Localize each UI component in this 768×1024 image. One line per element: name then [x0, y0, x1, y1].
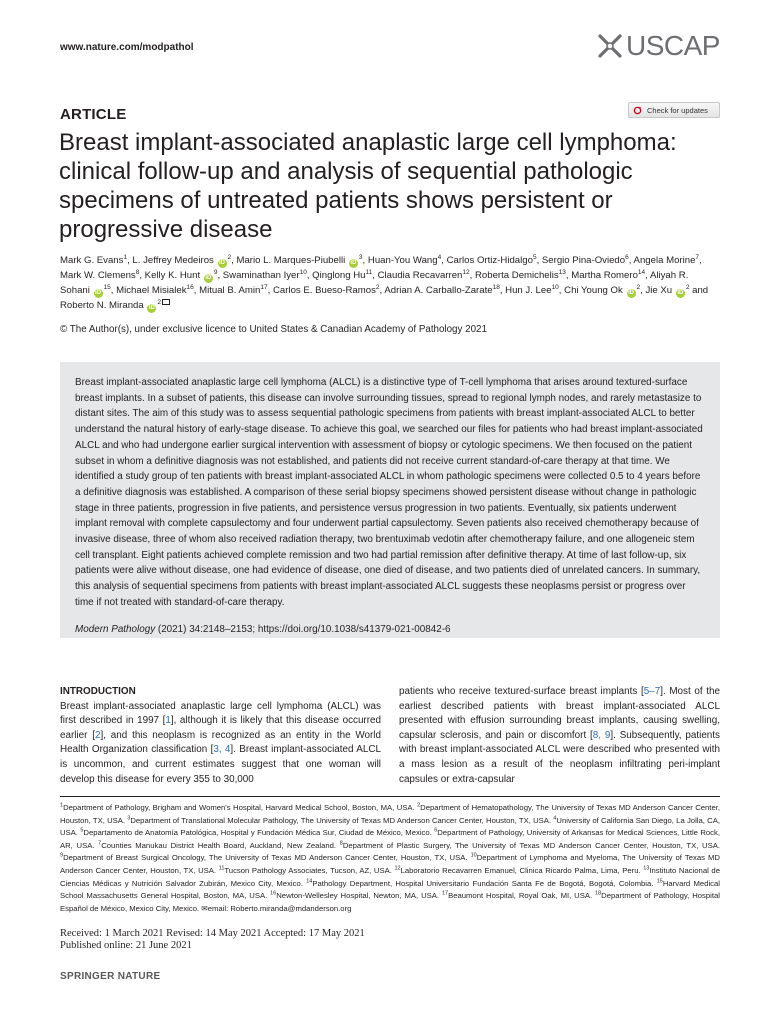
author[interactable] [368, 255, 441, 266]
affiliation-number: 14 [306, 878, 313, 884]
affiliation-number: 11 [218, 865, 225, 872]
author-name[interactable]: Carlos E. Bueso-Ramos [272, 285, 376, 296]
author-affiliation-number: 8 [135, 268, 140, 276]
intro-column-right [399, 685, 720, 787]
author[interactable] [505, 285, 559, 296]
affiliation-number: 9 [60, 852, 64, 859]
affiliation-text: Departamento de Anatomía Patológica, Hospital y Fundación Médica Sur, Ciudad de México, Mexico. [83, 828, 435, 838]
author-name[interactable]: Jie Xu [645, 285, 673, 296]
citation-details[interactable]: (2021) 34:2148–2153; https://doi.org/10.1038/s41379-021-00842-6 [155, 623, 451, 635]
affiliation-text: Instituto Nacional de Ciencias Médicas y Nutrición Salvador Zubirán, Mexico City, Mexico. [60, 865, 720, 888]
author-affiliation-number: 4 [437, 253, 442, 261]
author[interactable] [384, 285, 499, 296]
uscap-logo [596, 30, 720, 62]
author[interactable] [145, 270, 218, 281]
author[interactable] [60, 270, 139, 281]
intro-text-left: Breast implant-associated anaplastic large cell lymphoma (ALCL) was first described in 1997 [1], although it is likely that this disease occurred earlier [2], and this neoplasm is recognized as an entity in the World Health Organization classification [3, 4]. Breast implant-associated ALCL is uncommon, and current estimates suggest that one woman will develop this disease for every 355 to 30,000 [60, 700, 381, 785]
author-name[interactable]: Qinglong Hu [312, 270, 366, 281]
affiliation-text: Pathology Department, Hospital Universitario Fundación Santa Fe de Bogotá, Bogotá, Colombia. [312, 878, 657, 888]
author-affiliation-number: 2 [157, 298, 162, 306]
author[interactable] [273, 285, 380, 296]
intro-column-left [60, 685, 381, 787]
author-name[interactable]: Adrian A. Carballo-Zarate [384, 285, 493, 296]
affiliation-number: 5 [80, 827, 84, 834]
author[interactable] [564, 285, 640, 296]
author[interactable] [223, 270, 307, 281]
author-affiliation-number: 2 [685, 283, 690, 291]
author-affiliation-number: 1 [123, 253, 128, 261]
affiliation-number: 10 [470, 852, 477, 859]
affiliation-number: 2 [417, 802, 421, 809]
dates-received-revised-accepted: Received: 1 March 2021 Revised: 14 May 2021 Accepted: 17 May 2021 [60, 928, 365, 939]
author[interactable] [199, 285, 268, 296]
affiliation-number: 13 [643, 865, 650, 872]
affiliation-number: 16 [270, 890, 277, 897]
citation-line [74, 624, 706, 635]
author-affiliation-number: 10 [551, 283, 559, 291]
author-affiliation-number: 9 [213, 268, 218, 276]
orcid-icon[interactable]: iD [628, 290, 634, 296]
abstract-box [60, 362, 720, 638]
affiliation-number: 8 [339, 840, 343, 847]
reference-link[interactable]: 8, 9 [592, 729, 611, 741]
author-name[interactable]: Sergio Pina-Oviedo [541, 255, 626, 266]
article-type: ARTICLE [60, 106, 127, 123]
author-name[interactable]: Carlos Ortiz-Hidalgo [446, 255, 533, 266]
author[interactable] [634, 255, 700, 266]
uscap-x-icon [596, 31, 624, 61]
author[interactable] [378, 270, 470, 281]
orcid-icon[interactable]: iD [219, 260, 225, 266]
author-affiliation-number: 15 [103, 283, 111, 291]
author[interactable] [116, 285, 194, 296]
affiliation-number: 6 [434, 827, 438, 834]
author[interactable] [571, 270, 645, 281]
author-affiliation-number: 18 [492, 283, 500, 291]
orcid-icon[interactable]: iD [95, 290, 102, 296]
author-affiliation-number: 6 [625, 253, 629, 261]
author-name[interactable]: Roberta Demichelis [474, 270, 559, 281]
article-dates [60, 928, 365, 952]
author-affiliation-number: 17 [260, 283, 268, 291]
footnote-divider [60, 796, 720, 797]
journal-url[interactable]: www.nature.com/modpathol [60, 42, 194, 53]
affiliation-text: Harvard Medical School Massachusetts General Hospital, Boston, MA, USA. [60, 878, 720, 901]
check-for-updates-label: Check for updates [647, 106, 708, 115]
affiliation-text: Department of Pathology, University of Arkansas for Medical Sciences, Little Rock, AR, USA. [60, 828, 720, 850]
affiliation-text: Newton-Wellesley Hospital, Newton, MA, USA. [276, 891, 442, 901]
author-affiliation-number: 5 [532, 253, 537, 261]
affiliation-text: Department of Plastic Surgery, The University of Texas MD Anderson Cancer Center, Houston, TX, USA. [342, 840, 721, 850]
section-heading-introduction: INTRODUCTION [60, 686, 136, 697]
affiliation-number: 17 [441, 890, 449, 897]
affiliation-text: Department of Pathology, Brigham and Women's Hospital, Harvard Medical School, Boston, MA, USA. [63, 803, 418, 812]
author-name[interactable]: Angela Morine [633, 255, 696, 266]
author-name[interactable]: Mario L. Marques-Piubelli [236, 255, 346, 266]
author-affiliation-number: 11 [365, 268, 373, 276]
author-affiliation-number: 2 [636, 283, 641, 291]
author[interactable] [236, 255, 362, 266]
author-name[interactable]: Mitual B. Amin [199, 285, 261, 296]
affiliation-number: 1 [60, 802, 64, 809]
affiliation-number: 15 [656, 878, 663, 884]
author-name[interactable]: Swaminathan Iyer [222, 270, 300, 281]
affiliation-text: University of California San Diego, La Jolla, CA, USA. [60, 815, 720, 838]
publisher-logo: SPRINGER NATURE [60, 971, 161, 982]
author-affiliation-number: 13 [558, 268, 566, 276]
citation-journal: Modern Pathology [75, 623, 156, 635]
copyright-notice: © The Author(s), under exclusive licence to United States & Canadian Academy of Pathology 2021 [60, 324, 487, 335]
author-affiliation-number: 7 [695, 253, 700, 261]
email-icon: ✉ [201, 903, 208, 913]
author[interactable] [312, 270, 372, 281]
affiliation-text: Department of Hematopathology, The University of Texas MD Anderson Cancer Center, Houston, TX, USA. [60, 803, 720, 825]
affiliation-text: Department of Pathology, Hospital Español de México, Mexico City, Mexico. [60, 891, 721, 913]
author-affiliation-number: 16 [186, 283, 194, 291]
author[interactable] [132, 255, 231, 266]
orcid-icon[interactable]: iD [677, 290, 684, 296]
author-affiliation-number: 14 [637, 268, 646, 276]
affiliation-text: Department of Translational Molecular Pathology, The University of Texas MD Anderson Cancer Center, Houston, TX, USA. [130, 815, 554, 825]
author-name[interactable]: Mark W. Clemens [60, 270, 136, 281]
corresponding-email[interactable]: email: Roberto.miranda@mdanderson.org [207, 903, 352, 913]
author-name[interactable]: Huan-You Wang [367, 255, 438, 266]
author-name[interactable]: Chi Young Ok [564, 285, 623, 296]
author[interactable] [60, 300, 170, 311]
author-name[interactable]: Mark G. Evans [60, 255, 124, 266]
author-name[interactable]: L. Jeffrey Medeiros [132, 255, 214, 266]
author-list: Mark G. Evans$^1$, L. Jeffrey Medeiros $iD^2$, Mario L. Marques-Piubelli $iD^3$, Huan-You Wang$^4$, Carlos Ortiz-Hidalgo$^5$, Sergio Pina-Oviedo$^6$, Angela Morine$^7$, Mark W. Clemens$^8$, Kelly K. Hunt $iD^9$, Swaminathan Iyer$^{10}$, Qinglong Hu$^{11}$, Claudia Recavarren$^{12}$, Roberta Demichelis$^{13}$, Martha Romero$^{14}$, Aliyah R. Sohani $iD^{15}$, Michael Misialek$^{16}$, Mitual B. Amin$^{17}$, Carlos E. Bueso-Ramos$^2$, Adrian A. Carballo-Zarate$^{18}$, Hun J. Lee$^{10}$, Chi Young Ok $iD^2$, Jie Xu $iD^2$ and Roberto N. Miranda $iD^2$ [60, 253, 709, 311]
author[interactable] [645, 285, 689, 296]
author-name[interactable]: Martha Romero [571, 270, 638, 281]
abstract-text: Breast implant-associated anaplastic large cell lymphoma (ALCL) is a distinctive type of T-cell lymphoma that arises around textured-surface breast implants. In a subset of patients, this disease can involve surrounding tissues, spread to regional lymph nodes, and rarely metastasize to distant sites. The aim of this study was to assess sequential pathologic specimens from patients with breast implant-associated ALCL to better understand the natural history of early-stage disease. To achieve this goal, we searched our files for patients who had breast implant-associated ALCL and who had undergone earlier surgical intervention with assessment of biopsy or cytologic specimens. We then focused on the patient subset in whom a definitive diagnosis was not established, and patients did not receive current standard-of-care therapy at that time. We identified a study group of ten patients with breast implant-associated ALCL in whom pathologic specimens were collected 0.5 to 4 years before a definitive diagnosis was established. A comparison of these serial biopsy specimens showed persistent disease without change in pathologic stage in three patients, progression in five patients, and persistence versus progression in two patients. Eventually, six patients underwent implant removal with complete capsulectomy and four underwent partial capsulectomy. Seven patients also received chemotherapy because of invasive disease, three of whom also received radiation therapy, two brentuximab vedotin after chemotherapy failure, and one allogeneic stem cell transplant. Eight patients achieved complete remission and two had partial remission after definitive therapy. At time of last follow-up, six patients were alive without disease, one had evidence of disease, one died of disease, and two patients died of unrelated cancers. In summary, this analysis of sequential specimens from patients with breast implant-associated ALCL suggests these neoplasms persist or progress over time if not treated with standard-of-care therapy. [75, 377, 703, 608]
affiliation-text: Department of Lymphoma and Myeloma, The University of Texas MD Anderson Cancer Center, Houston, TX, USA. [60, 853, 720, 875]
affiliation-text: Beaumont Hospital, Royal Oak, MI, USA. [448, 891, 596, 901]
affiliation-number: 18 [595, 890, 602, 897]
author-affiliation-number: 2 [227, 253, 232, 261]
author-affiliation-number: 10 [299, 268, 307, 276]
author-name[interactable]: Hun J. Lee [505, 285, 552, 296]
affiliation-number: 7 [98, 840, 102, 847]
reference-link[interactable]: 2 [95, 729, 101, 741]
author[interactable] [447, 255, 537, 266]
reference-link[interactable]: 1 [165, 715, 171, 727]
email-icon[interactable] [162, 299, 170, 305]
author[interactable] [475, 270, 566, 281]
orcid-icon[interactable]: iD [350, 260, 357, 266]
article-title: Breast implant-associated anaplastic large cell lymphoma: clinical follow-up and analysis of sequential pathologic specimens of untreated patients shows persistent or progressive disease [59, 129, 677, 243]
author-name[interactable]: Aliyah R. Sohani [60, 270, 689, 296]
author[interactable] [60, 255, 127, 266]
refresh-icon [633, 106, 642, 115]
reference-link[interactable]: 3, 4 [213, 744, 231, 756]
affiliation-text: Tucson Pathology Associates, Tucson, AZ, USA. [224, 865, 395, 875]
check-for-updates-button[interactable] [628, 102, 720, 118]
author-name[interactable]: Michael Misialek [116, 285, 187, 296]
author-affiliation-number: 12 [462, 268, 470, 276]
affiliation-number: 12 [394, 865, 401, 872]
author-affiliation-number: 3 [358, 253, 363, 261]
affiliation-number: 3 [127, 815, 131, 822]
logo-text: USCAP [626, 30, 720, 61]
affiliation-text: Counties Manukau District Health Board, Auckland, New Zealand. [101, 840, 340, 850]
affiliations-footnote [60, 802, 720, 915]
orcid-icon[interactable]: iD [205, 275, 212, 281]
author-name[interactable]: Kelly K. Hunt [144, 270, 201, 281]
author-name[interactable]: Claudia Recavarren [377, 270, 463, 281]
affiliation-number: 4 [553, 815, 557, 822]
affiliation-text: Laboratorio Recavarren Emanuel, Clinica Ricardo Palma, Lima, Peru. [400, 865, 644, 875]
orcid-icon[interactable]: iD [148, 305, 155, 311]
intro-text-right: patients who receive textured-surface breast implants [5–7]. Most of the earliest described patients with breast implant-associated ALCL presented with effusion surrounding breast implants, causing swelling, capsular sclerosis, and pain or discomfort [8, 9]. Subsequently, patients with breast implant-associated ALCL were described who presented with a mass lesion as a result of the neoplasm infiltrating peri-implant capsules or extra-capsular [399, 686, 720, 785]
author-name[interactable]: Roberto N. Miranda [60, 300, 144, 311]
author-affiliation-number: 2 [375, 283, 380, 291]
dates-published: Published online: 21 June 2021 [60, 940, 192, 951]
author[interactable] [542, 255, 629, 266]
affiliation-text: Department of Breast Surgical Oncology, The University of Texas MD Anderson Cancer Center, Houston, TX, USA. [63, 853, 471, 863]
reference-link[interactable]: 5–7 [643, 686, 661, 697]
